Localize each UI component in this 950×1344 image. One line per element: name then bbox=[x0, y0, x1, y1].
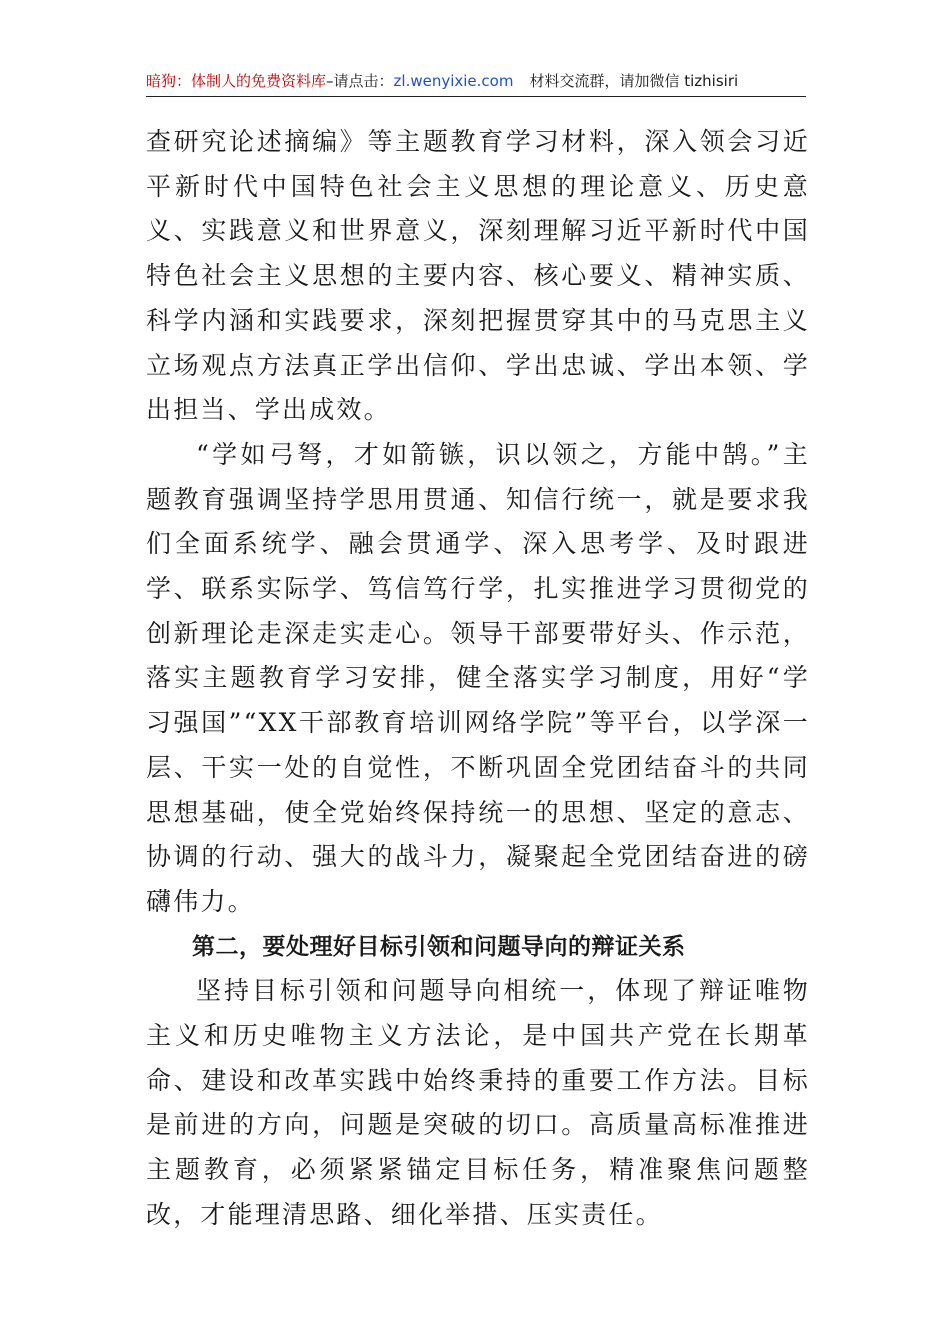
paragraph-continued: 查研究论述摘编》等主题教育学习材料，深入领会习近平新时代中国特色社会主义思想的理论意义、历史意义、实践意义和世界意义，深刻理解习近平新时代中国特色社会主义思想的主要内容、核心要义、精神实质、科学内涵和实践要求，深刻把握贯穿其中的马克思主义立场观点方法真正学出信仰、学出忠诚、学出本领、学出担当、学出成效。 bbox=[146, 127, 810, 425]
document-body bbox=[146, 120, 810, 1238]
header-prompt: –请点击： bbox=[326, 72, 394, 90]
paragraph-goal-problem: 坚持目标引领和问题导向相统一，体现了辩证唯物主义和历史唯物主义方法论，是中国共产党在长期革命、建设和改革实践中始终秉持的重要工作方法。目标是前进的方向，问题是突破的切口。高质量高标准推进主题教育，必须紧紧锚定目标任务，精准聚焦问题整改，才能理清思路、细化举措、压实责任。 bbox=[146, 976, 810, 1229]
header-contact: 材料交流群，请加微信 tizhisiri bbox=[529, 72, 739, 90]
header-link[interactable]: zl.wenyixie.com bbox=[393, 72, 514, 90]
paragraph-study: “学如弓弩，才如箭镞，识以领之，方能中鹄。”主题教育强调坚持学思用贯通、知信行统一，就是要求我们全面系统学、融会贯通学、深入思考学、及时跟进学、联系实际学、笃信笃行学，扎实推进学习贯彻党的创新理论走深走实走心。领导干部要带好头、作示范，落实主题教育学习安排，健全落实学习制度，用好“学习强国”“XX干部教育培训网络学院”等平台，以学深一层、干实一处的自觉性，不断巩固全党团结奋斗的共同思想基础，使全党始终保持统一的思想、坚定的意志、协调的行动、强大的战斗力，凝聚起全党团结奋进的磅礴伟力。 bbox=[146, 439, 810, 916]
header-brand: 暗狗：体制人的免费资料库 bbox=[146, 72, 327, 90]
page-header bbox=[146, 68, 806, 97]
section-heading: 第二，要处理好目标引领和问题导向的辩证关系 bbox=[192, 933, 686, 960]
